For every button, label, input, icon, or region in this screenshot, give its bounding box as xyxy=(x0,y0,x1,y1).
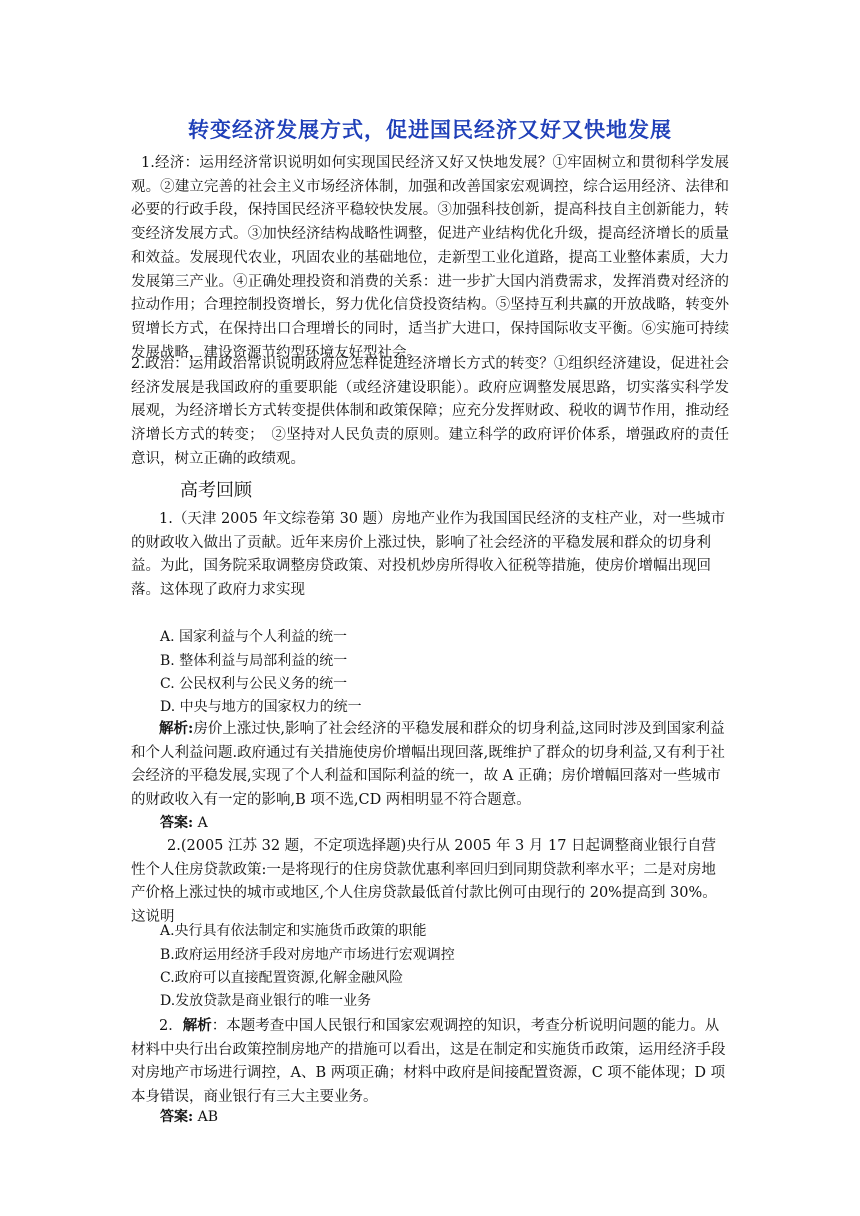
question-1-option-c: C. 公民权利与公民义务的统一 xyxy=(160,676,348,692)
question-1-option-b: B. 整体利益与局部利益的统一 xyxy=(160,653,348,669)
question-1-option-d: D. 中央与地方的国家权力的统一 xyxy=(160,699,362,715)
analysis-label: 解析: xyxy=(159,720,194,737)
analysis-prefix: 2． xyxy=(159,1018,183,1034)
question-1-stem: 1.（天津 2005 年文综卷第 30 题）房地产业作为我国国民经济的支柱产业，对一些城市的财政收入做出了贡献。近年来房价上涨过快，影响了社会经济的平稳发展和群众的切身利益。为此，国务院采取调整房贷政策、对投机炒房所得收入征税等措施，使房价增幅出现回落。这体现了政府力求实现 xyxy=(131,511,726,598)
question-1-answer xyxy=(160,812,208,832)
question-1-analysis xyxy=(131,717,729,812)
question-2-option-b: B.政府运用经济手段对房地产市场进行宏观调控 xyxy=(160,947,455,963)
analysis-label: 解析 xyxy=(182,1017,212,1034)
politics-section: 2.政治：运用政治常识说明政府应怎样促进经济增长方式的转变？①组织经济建设，促进社会经济发展是我国政府的重要职能（或经济建设职能）。政府应调整发展思路，切实落实科学发展观，为经济增长方式转变提供体制和政策保障；应充分发挥财政、税收的调节作用，推动经济增长方式的转变； ②坚持对人民负责的原则。建立科学的政府评价体系，增强政府的责任意识，树立正确的政绩观。 xyxy=(131,356,729,467)
question-2-answer xyxy=(160,1106,218,1126)
answer-label: 答案: xyxy=(160,815,194,831)
review-heading: 高考回顾 xyxy=(180,480,252,501)
question-1-option-a: A. 国家利益与个人利益的统一 xyxy=(160,629,348,645)
economics-section: 1.经济：运用经济常识说明如何实现国民经济又好又快地发展？①牢固树立和贯彻科学发展观。②建立完善的社会主义市场经济体制，加强和改善国家宏观调控，综合运用经济、法律和必要的行政手段，保持国民经济平稳较快发展。③加强科技创新，提高科技自主创新能力，转变经济发展方式。③加快经济结构战略性调整，促进产业结构优化升级，提高经济增长的质量和效益。发展现代农业，巩固农业的基础地位，走新型工业化道路，提高工业整体素质，大力发展第三产业。④正确处理投资和消费的关系：进一步扩大国内消费需求，发挥消费对经济的拉动作用；合理控制投资增长，努力优化信贷投资结构。⑤坚持互利共赢的开放战略，转变外贸增长方式，在保持出口合理增长的同时，适当扩大进口，保持国际收支平衡。⑥实施可持续发展战略，建设资源节约型环境友好型社会。 xyxy=(131,155,729,361)
analysis-text: 房价上涨过快,影响了社会经济的平稳发展和群众的切身利益,这同时涉及到国家利益和个人利益问题.政府通过有关措施使房价增幅出现回落,既维护了群众的切身利益,又有利于社会经济的平稳发展,实现了个人利益和国际利益的统一，故 A 正确；房价增幅回落对一些城市的财政收入有一定的影响,B 项不选,CD 两相明显不符合题意。 xyxy=(131,721,725,808)
answer-label: 答案: xyxy=(160,1109,194,1125)
answer-value: AB xyxy=(193,1109,219,1125)
question-2-option-c: C.政府可以直接配置资源,化解金融风险 xyxy=(160,970,404,986)
question-2-option-d: D.发放贷款是商业银行的唯一业务 xyxy=(160,993,372,1009)
question-2-analysis xyxy=(131,1014,729,1109)
page-title: 转变经济发展方式，促进国民经济又好又快地发展 xyxy=(188,118,672,142)
question-2-option-a: A.央行具有依法制定和实施货币政策的职能 xyxy=(160,923,427,939)
analysis-text: ：本题考查中国人民银行和国家宏观调控的知识，考查分析说明问题的能力。从材料中央行出台政策控制房地产的措施可以看出，这是在制定和实施货币政策，运用经济手段对房地产市场进行调控，A、B 两项正确；材料中政府是间接配置资源，C 项不能体现；D 项本身错误，商业银行有三大主要业务。 xyxy=(131,1018,726,1105)
answer-value: A xyxy=(193,815,208,831)
question-2-stem: 2.(2005 江苏 32 题，不定项选择题)央行从 2005 年 3 月 17 日起调整商业银行自营性个人住房贷款政策:一是将现行的住房贷款优惠利率回归到同期贷款利率水平；二是对房地产价格上涨过快的城市或地区,个人住房贷款最低首付款比例可由现行的 20%提高到 30%。这说明 xyxy=(131,838,717,925)
